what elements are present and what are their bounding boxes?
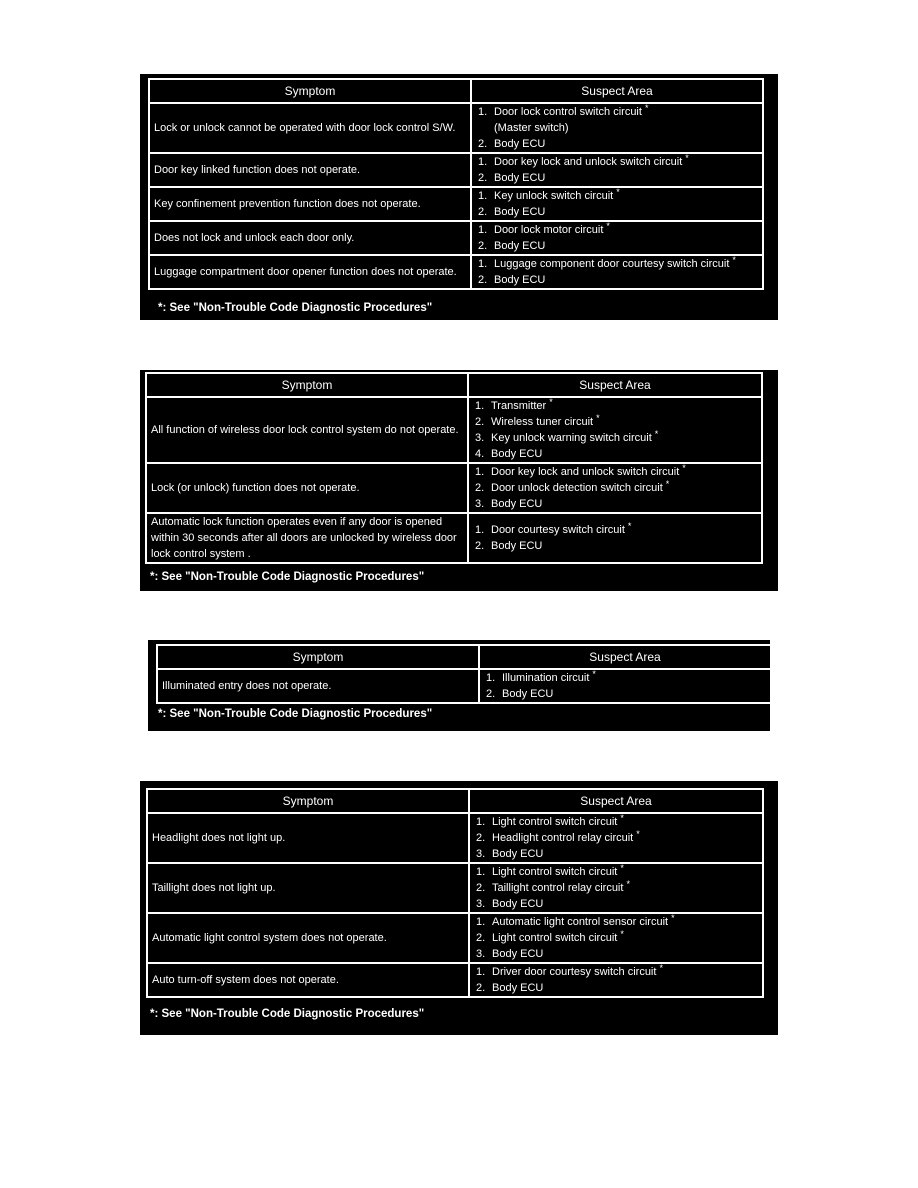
suspect-item [475, 430, 757, 446]
symptom-header: Symptom [147, 789, 469, 813]
suspect-area-cell [471, 221, 763, 255]
symptom-header: Symptom [146, 373, 468, 397]
suspect-item-label: Door unlock detection switch circuit [491, 482, 663, 494]
suspect-item-text [494, 136, 758, 152]
suspect-item-text [494, 104, 758, 120]
suspect-item-label: Door lock motor circuit [494, 224, 604, 236]
table-light-control [146, 788, 764, 998]
suspect-item-number: 3. [476, 898, 486, 910]
suspect-item-text [494, 204, 758, 220]
suspect-item-text [494, 222, 758, 238]
suspect-item-text [492, 980, 758, 996]
suspect-item-text [494, 154, 758, 170]
table-illuminated-entry [156, 644, 772, 704]
suspect-item-number: 2. [478, 274, 488, 286]
table-row [147, 913, 763, 963]
symptom-cell: All function of wireless door lock control system do not operate. [146, 397, 468, 463]
suspect-item-label: Key unlock warning switch circuit [491, 432, 652, 444]
suspect-area-cell [471, 255, 763, 289]
footnote-marker: * [627, 521, 632, 531]
suspect-item-number: 3. [476, 848, 486, 860]
suspect-item-number: 3. [475, 498, 485, 510]
suspect-area-cell [468, 513, 762, 563]
footnote-marker: * [606, 221, 610, 231]
suspect-item-text [491, 446, 757, 462]
suspect-item-label: Body ECU [492, 848, 544, 860]
table-row [147, 813, 763, 863]
symptom-cell: Illuminated entry does not operate. [157, 669, 479, 703]
suspect-area-cell [479, 669, 771, 703]
suspect-item [478, 238, 758, 254]
suspect-item-text [492, 814, 758, 830]
symptom-cell: Lock or unlock cannot be operated with door lock control S/W. [149, 103, 471, 153]
footnote-marker: * [644, 103, 649, 113]
suspect-item-label: Taillight control relay circuit [492, 882, 624, 894]
table-door-lock [148, 78, 764, 290]
suspect-item-text [494, 272, 758, 288]
suspect-item [475, 464, 757, 480]
symptom-cell: Lock (or unlock) function does not operate. [146, 463, 468, 513]
table-row [147, 863, 763, 913]
suspect-item-label: Body ECU [494, 172, 546, 184]
suspect-item-label: Light control switch circuit [492, 816, 618, 828]
suspect-item-text [492, 846, 758, 862]
suspect-item-label: Light control switch circuit [492, 932, 618, 944]
suspect-item-text [492, 864, 758, 880]
suspect-item-number: 1. [475, 466, 485, 478]
suspect-item-label: Body ECU [494, 240, 546, 252]
suspect-item-text [492, 946, 758, 962]
suspect-item [476, 914, 758, 930]
suspect-item-number: 1. [475, 400, 485, 412]
suspect-item-label: Body ECU [491, 498, 543, 510]
suspect-item-number: 2. [476, 832, 486, 844]
suspect-item-number: 2. [475, 416, 485, 428]
suspect-area-header: Suspect Area [468, 373, 762, 397]
suspect-item-text [491, 496, 757, 512]
suspect-item-text [491, 480, 757, 496]
suspect-item-label: Body ECU [502, 688, 554, 700]
table-header-row [157, 645, 771, 669]
suspect-item [476, 830, 758, 846]
suspect-item [476, 946, 758, 962]
suspect-item-number: 2. [476, 932, 486, 944]
suspect-item-number: 1. [478, 190, 488, 202]
suspect-item [476, 846, 758, 862]
symptom-header: Symptom [157, 645, 479, 669]
suspect-item-number: 2. [478, 240, 488, 252]
suspect-item-number: 3. [475, 432, 485, 444]
suspect-item [478, 120, 758, 136]
suspect-item [476, 814, 758, 830]
suspect-item-text [492, 914, 758, 930]
suspect-area-header: Suspect Area [469, 789, 763, 813]
footnote-marker: * [685, 153, 689, 163]
suspect-item [475, 538, 757, 554]
suspect-item-label: Automatic light control sensor circuit [492, 916, 669, 928]
suspect-item-number: 1. [478, 224, 488, 236]
suspect-item [475, 414, 757, 430]
suspect-item-number: 1. [478, 258, 488, 270]
suspect-item-number: 2. [475, 482, 485, 494]
suspect-item-text [492, 896, 758, 912]
suspect-item-label: Body ECU [492, 948, 544, 960]
suspect-item [478, 170, 758, 186]
suspect-area-cell [468, 397, 762, 463]
suspect-area-header: Suspect Area [479, 645, 771, 669]
suspect-item-number: 4. [475, 448, 485, 460]
suspect-item [478, 136, 758, 152]
table-row [146, 463, 762, 513]
footnote: *: See "Non-Trouble Code Diagnostic Procedures" [150, 1008, 425, 1020]
suspect-item [478, 256, 758, 272]
table-header-row [147, 789, 763, 813]
footnote-marker: * [616, 187, 620, 197]
suspect-item [478, 188, 758, 204]
suspect-item-text [494, 120, 758, 136]
suspect-item-label: Body ECU [494, 274, 546, 286]
suspect-area-cell [471, 187, 763, 221]
symptom-cell: Luggage compartment door opener function does not operate. [149, 255, 471, 289]
suspect-item-text [491, 522, 757, 538]
footnote: *: See "Non-Trouble Code Diagnostic Procedures" [158, 708, 433, 720]
footnote-marker: * [659, 963, 663, 973]
symptom-cell: Automatic lock function operates even if any door is opened within 30 seconds after all doors are unlocked by wireless door lock control system . [146, 513, 468, 563]
footnote-marker: * [665, 479, 670, 489]
table-row [149, 153, 763, 187]
suspect-item [476, 864, 758, 880]
suspect-item-label: Door key lock and unlock switch circuit [491, 466, 680, 478]
suspect-item-label: Body ECU [494, 138, 546, 150]
suspect-item [476, 880, 758, 896]
table-wireless-door-lock [145, 372, 763, 564]
suspect-item-label: Headlight control relay circuit [492, 832, 634, 844]
symptom-cell: Taillight does not light up. [147, 863, 469, 913]
suspect-item-label: Door key lock and unlock switch circuit [494, 156, 683, 168]
footnote-marker: * [626, 879, 630, 889]
footnote-marker: * [592, 669, 596, 679]
footnote-marker: * [654, 429, 659, 439]
symptom-cell: Door key linked function does not operate. [149, 153, 471, 187]
suspect-item [475, 480, 757, 496]
panel-door-lock [140, 74, 778, 320]
table-row [157, 669, 771, 703]
suspect-area-cell [469, 813, 763, 863]
table-header-row [146, 373, 762, 397]
suspect-item-text [492, 880, 758, 896]
table-row [149, 255, 763, 289]
footnote-marker: * [620, 929, 624, 939]
suspect-item-label: Driver door courtesy switch circuit [492, 966, 657, 978]
symptom-cell: Automatic light control system does not operate. [147, 913, 469, 963]
footnote-marker: * [636, 829, 640, 839]
suspect-item-number: 2. [486, 688, 496, 700]
suspect-item [486, 686, 766, 702]
footnote-marker: * [620, 813, 624, 823]
suspect-area-cell [471, 153, 763, 187]
table-header-row [149, 79, 763, 103]
footnote-marker: * [732, 255, 736, 265]
symptom-header: Symptom [149, 79, 471, 103]
suspect-area-cell [469, 963, 763, 997]
suspect-item-text [491, 398, 757, 414]
suspect-item [478, 204, 758, 220]
suspect-item-text [494, 238, 758, 254]
suspect-item-label: Body ECU [494, 206, 546, 218]
table-row [149, 103, 763, 153]
footnote-marker: * [596, 413, 600, 423]
table-row [146, 513, 762, 563]
suspect-item-number: 2. [478, 172, 488, 184]
suspect-item-text [491, 430, 757, 446]
suspect-item [478, 104, 758, 120]
suspect-item-label: Body ECU [492, 898, 544, 910]
suspect-item-number: 3. [476, 948, 486, 960]
suspect-item-number: 1. [478, 156, 488, 168]
footnote: *: See "Non-Trouble Code Diagnostic Procedures" [158, 302, 433, 314]
suspect-item-number: 2. [478, 138, 488, 150]
suspect-item-text [494, 170, 758, 186]
suspect-item-text [491, 414, 757, 430]
suspect-item [475, 398, 757, 414]
suspect-item [475, 446, 757, 462]
footnote-marker: * [620, 863, 624, 873]
suspect-item-label: Door courtesy switch circuit [491, 524, 625, 536]
table-row [147, 963, 763, 997]
suspect-item-label: Illumination circuit [502, 672, 590, 684]
suspect-item-label: Body ECU [491, 448, 543, 460]
suspect-item-label: Wireless tuner circuit [491, 416, 594, 428]
suspect-item-text [491, 538, 757, 554]
suspect-item [475, 496, 757, 512]
suspect-item [476, 896, 758, 912]
suspect-item-number: 2. [476, 882, 486, 894]
suspect-item-text [502, 686, 766, 702]
footnote-marker: * [671, 913, 675, 923]
panel-wireless-door-lock [140, 370, 778, 591]
suspect-item-number: 1. [476, 966, 486, 978]
table-row [149, 221, 763, 255]
suspect-item-number: 1. [476, 866, 486, 878]
suspect-item-text [491, 464, 757, 480]
suspect-item-number: 1. [478, 106, 488, 118]
suspect-item-label: (Master switch) [494, 122, 569, 134]
suspect-item [475, 522, 757, 538]
suspect-item [476, 930, 758, 946]
suspect-item [476, 980, 758, 996]
suspect-item-text [492, 964, 758, 980]
suspect-item-text [492, 930, 758, 946]
suspect-item-text [492, 830, 758, 846]
suspect-area-cell [471, 103, 763, 153]
suspect-item-number: 2. [478, 206, 488, 218]
suspect-item-number: 2. [475, 540, 485, 552]
suspect-item [486, 670, 766, 686]
suspect-area-cell [469, 863, 763, 913]
suspect-item [478, 222, 758, 238]
suspect-area-header: Suspect Area [471, 79, 763, 103]
symptom-cell: Auto turn-off system does not operate. [147, 963, 469, 997]
footnote-marker: * [549, 397, 553, 407]
suspect-item-number: 1. [476, 916, 486, 928]
symptom-cell: Headlight does not light up. [147, 813, 469, 863]
suspect-item [476, 964, 758, 980]
suspect-item-number: 1. [475, 524, 485, 536]
suspect-item [478, 272, 758, 288]
suspect-item-number: 1. [486, 672, 496, 684]
suspect-area-cell [469, 913, 763, 963]
suspect-item-label: Body ECU [492, 982, 544, 994]
suspect-item-label: Body ECU [491, 540, 543, 552]
symptom-cell: Key confinement prevention function does not operate. [149, 187, 471, 221]
panel-illuminated-entry [148, 640, 770, 731]
table-row [149, 187, 763, 221]
panel-light-control [140, 781, 778, 1035]
suspect-item-label: Key unlock switch circuit [494, 190, 614, 202]
footnote-marker: * [682, 463, 686, 473]
suspect-item-label: Transmitter [491, 400, 547, 412]
suspect-item-number: 2. [476, 982, 486, 994]
suspect-item-label: Luggage component door courtesy switch circuit [494, 258, 730, 270]
symptom-cell: Does not lock and unlock each door only. [149, 221, 471, 255]
suspect-item-text [494, 256, 758, 272]
table-row [146, 397, 762, 463]
suspect-item-number: 1. [476, 816, 486, 828]
suspect-item-label: Door lock control switch circuit [494, 106, 642, 118]
footnote: *: See "Non-Trouble Code Diagnostic Procedures" [150, 571, 425, 583]
suspect-item-text [502, 670, 766, 686]
suspect-item [478, 154, 758, 170]
suspect-item-text [494, 188, 758, 204]
suspect-item-label: Light control switch circuit [492, 866, 618, 878]
suspect-area-cell [468, 463, 762, 513]
